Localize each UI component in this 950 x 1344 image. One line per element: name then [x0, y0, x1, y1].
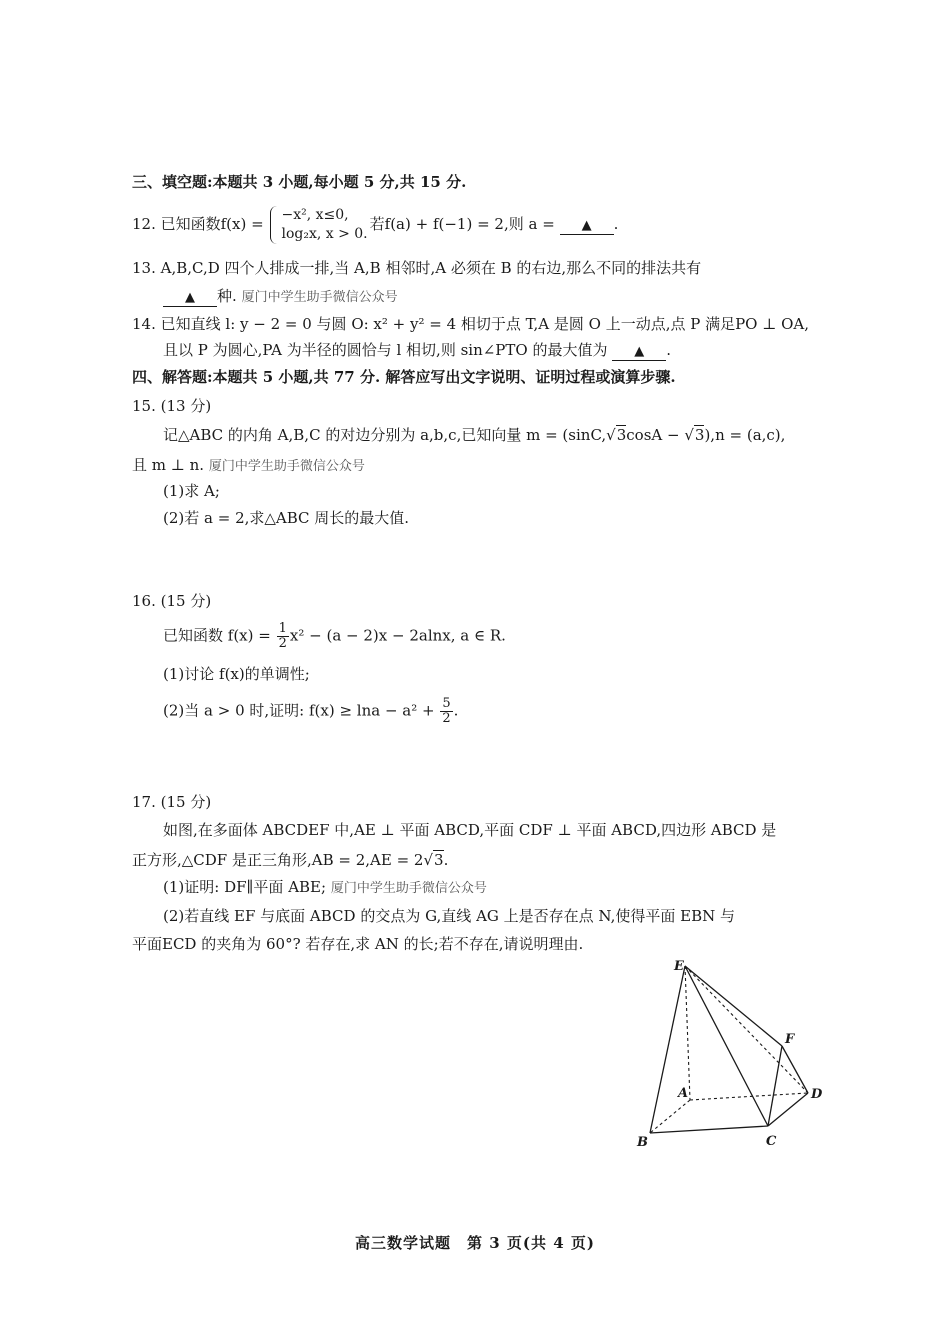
q15-part2: (2)若 a = 2,求△ABC 周长的最大值.	[163, 509, 410, 527]
answer-blank-14: ▲	[612, 344, 666, 361]
q17-header: 17. (15 分)	[132, 793, 212, 811]
label-C: C	[766, 1134, 777, 1149]
fraction-five-halves	[440, 697, 452, 726]
edge-CF	[768, 1046, 782, 1126]
q17-part2-line1: (2)若直线 EF 与底面 ABCD 的交点为 G,直线 AG 上是否存在点 N,使得平面 EBN 与	[163, 907, 735, 925]
q12-end: .	[613, 215, 619, 233]
q12-fx: f(x) =	[220, 215, 264, 233]
q17-part1-text: (1)证明: DF∥平面 ABE;	[163, 878, 327, 896]
edge-BC	[650, 1126, 768, 1133]
q16-stem-b: x² − (a − 2)x − 2alnx, a ∈ R.	[289, 626, 506, 645]
edge-AD	[690, 1093, 808, 1100]
label-B: B	[637, 1135, 648, 1150]
label-A: A	[678, 1086, 689, 1101]
edge-ED	[685, 966, 808, 1093]
q15-line1-b: cosA −	[626, 426, 680, 444]
sqrt-3b: 3	[694, 426, 705, 444]
section4-heading: 四、解答题:本题共 5 小题,共 77 分. 解答应写出文字说明、证明过程或演算步骤.	[132, 368, 676, 386]
q17-part2-line2: 平面ECD 的夹角为 60°? 若存在,求 AN 的长;若不存在,请说明理由.	[132, 935, 584, 953]
q14-line2	[163, 340, 671, 361]
page-footer: 高三数学试题 第 3 页(共 4 页)	[355, 1234, 595, 1252]
q16-part1: (1)讨论 f(x)的单调性;	[163, 665, 310, 683]
q16-stem-a: 已知函数 f(x) =	[163, 626, 271, 645]
q12-case1: −x², x≤0,	[281, 207, 349, 223]
q17-line2-end: .	[443, 851, 449, 869]
q16-stem	[163, 622, 506, 651]
question-12	[132, 206, 618, 244]
edge-EF	[685, 966, 782, 1046]
brace-symbol	[270, 206, 278, 244]
q16-part2-a: (2)当 a > 0 时,证明: f(x) ≥ lna − a² +	[163, 701, 435, 720]
answer-blank-13: ▲	[163, 290, 217, 307]
q14-end: .	[666, 341, 672, 359]
q17-line2-a: 正方形,△CDF 是正三角形,AB = 2,AE = 2	[132, 851, 424, 869]
q15-line2	[132, 455, 365, 477]
frac-den: 2	[442, 711, 451, 726]
q12-suffix: 若f(a) + f(−1) = 2,则 a =	[369, 215, 555, 233]
sqrt-3c: 3	[434, 851, 444, 869]
q14-line1: 14. 已知直线 l: y − 2 = 0 与圆 O: x² + y² = 4 相切于点 T,A 是圆 O 上一动点,点 P 满足PO ⊥ OA,	[132, 315, 810, 333]
fraction-half	[277, 622, 289, 651]
q16-part2	[163, 697, 458, 726]
q17-part1	[163, 877, 487, 899]
label-E: E	[674, 959, 684, 974]
label-F: F	[785, 1032, 795, 1047]
frac-num: 1	[278, 621, 287, 636]
watermark-text: 厦门中学生助手微信公众号	[330, 881, 487, 896]
edge-CD	[768, 1093, 808, 1126]
q15-line2-text: 且 m ⊥ n.	[132, 456, 205, 474]
q15-part1: (1)求 A;	[163, 482, 220, 500]
frac-den: 2	[278, 636, 287, 651]
piecewise-function	[270, 206, 367, 244]
section3-heading: 三、填空题:本题共 3 小题,每小题 5 分,共 15 分.	[132, 173, 467, 191]
watermark-text: 厦门中学生助手微信公众号	[208, 459, 365, 474]
sqrt-3: 3	[616, 426, 627, 444]
q14-line2-text: 且以 P 为圆心,PA 为半径的圆恰与 l 相切,则 sin∠PTO 的最大值为	[163, 341, 608, 359]
q17-line1: 如图,在多面体 ABCDEF 中,AE ⊥ 平面 ABCD,平面 CDF ⊥ 平面 ABCD,四边形 ABCD 是	[163, 821, 777, 839]
polyhedron-figure	[630, 958, 830, 1153]
edge-EC	[685, 966, 768, 1126]
q15-header: 15. (13 分)	[132, 397, 212, 415]
q12-case2: log₂x, x > 0.	[281, 226, 368, 242]
edge-EA	[685, 966, 690, 1100]
frac-num: 5	[442, 696, 451, 711]
label-D: D	[811, 1087, 823, 1102]
q16-part2-end: .	[453, 701, 459, 720]
q13-line2	[163, 286, 398, 308]
answer-blank-12: ▲	[560, 218, 614, 235]
q13-line1: 13. A,B,C,D 四个人排成一排,当 A,B 相邻时,A 必须在 B 的右边,那么不同的排法共有	[132, 259, 702, 277]
q12-prefix: 12. 已知函数	[132, 215, 221, 233]
q15-line1-c: ),n = (a,c),	[704, 426, 786, 444]
q15-line1-a: 记△ABC 的内角 A,B,C 的对边分别为 a,b,c,已知向量 m = (sinC,	[163, 426, 607, 444]
q16-header: 16. (15 分)	[132, 592, 212, 610]
q13-suffix: 种.	[217, 287, 237, 305]
q15-line1: 记△ABC 的内角 A,B,C 的对边分别为 a,b,c,已知向量 m = (sinC,√3cosA − √3),n = (a,c),	[163, 426, 786, 444]
q17-line2: 正方形,△CDF 是正三角形,AB = 2,AE = 2√3.	[132, 851, 449, 869]
watermark-text: 厦门中学生助手微信公众号	[241, 290, 398, 305]
